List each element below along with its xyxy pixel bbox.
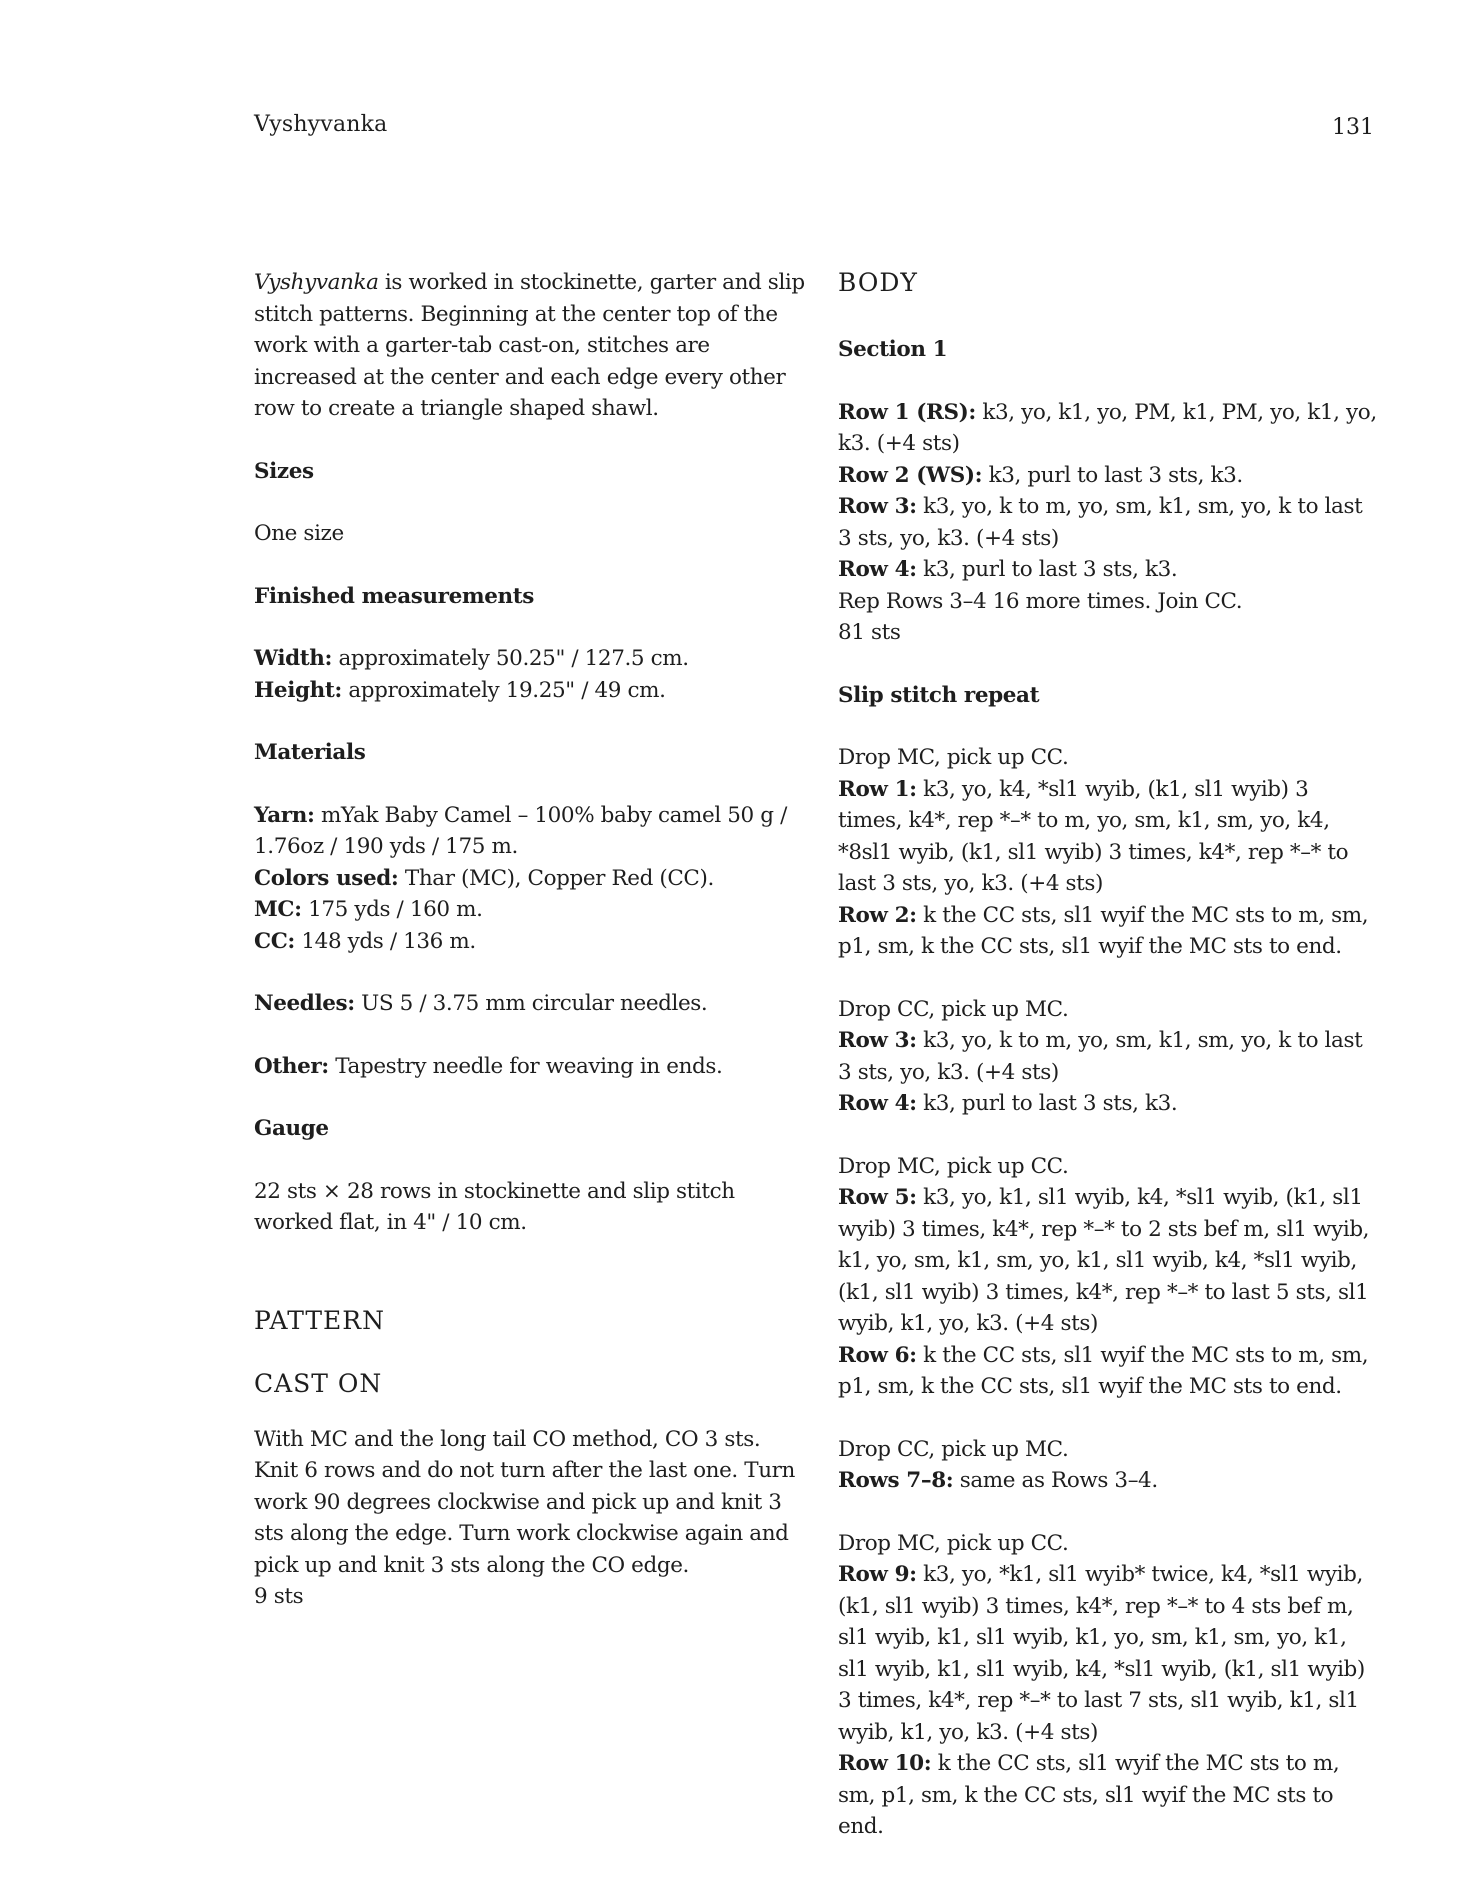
slip-stitch-heading: Slip stitch repeat: [838, 682, 1040, 708]
row-text: k the CC sts, sl1 wyif the MC sts to m, sm, p1, sm, k the CC sts, sl1 wyif the MC sts to end.: [838, 902, 1369, 959]
right-column: [838, 267, 1378, 1843]
row-label: Row 4:: [838, 1091, 917, 1116]
measurements-heading: Finished measurements: [254, 583, 534, 609]
slip-row: [838, 1559, 1378, 1748]
row-text: k3, yo, k4, *sl1 wyib, (k1, sl1 wyib) 3 times, k4*, rep *–* to m, yo, sm, k1, sm, yo, k4, *8sl1 wyib, (k1, sl1 wyib) 3 times, k4*, rep *–* to last 3 sts, yo, k3. (+4 sts): [838, 776, 1349, 896]
row-label: Row 10:: [838, 1751, 932, 1776]
needles-label: Needles:: [254, 991, 355, 1016]
yarn-text: mYak Baby Camel – 100% baby camel 50 g / 1.76oz / 190 yds / 175 m.: [254, 802, 787, 859]
height-line: [254, 675, 806, 707]
row-text: k3, purl to last 3 sts, k3.: [916, 557, 1178, 582]
left-column: [254, 267, 806, 1613]
slip-row: [838, 774, 1378, 900]
row-text: k3, yo, k1, yo, PM, k1, PM, yo, k1, yo, k3. (+4 sts): [838, 399, 1377, 456]
height-label: Height:: [254, 677, 342, 703]
intro-pattern-name: Vyshyvanka: [254, 270, 379, 295]
slip-row: [838, 1088, 1378, 1120]
intro-paragraph: [254, 267, 806, 425]
other-text: Tapestry needle for weaving in ends.: [328, 1053, 723, 1079]
width-text: approximately 50.25" / 127.5 cm.: [332, 646, 689, 671]
row-label: Row 9:: [838, 1562, 917, 1587]
color-change-note: Drop CC, pick up MC.: [838, 996, 1069, 1022]
other-label: Other:: [254, 1053, 329, 1079]
section1-row: [838, 554, 1378, 586]
row-label: Row 1 (RS):: [838, 399, 976, 425]
section1-row: [838, 491, 1378, 554]
row-text: k3, purl to last 3 sts, k3.: [916, 1091, 1178, 1116]
height-text: approximately 19.25" / 49 cm.: [341, 677, 666, 703]
slip-row: [838, 1340, 1378, 1403]
colors-line: [254, 863, 806, 895]
caston-count: 9 sts: [254, 1584, 304, 1609]
yarn-line: [254, 800, 806, 863]
row-text: k3, yo, k to m, yo, sm, k1, sm, yo, k to last 3 sts, yo, k3. (+4 sts): [838, 1028, 1363, 1085]
colors-label: Colors used:: [254, 865, 399, 891]
color-change-note: Drop CC, pick up MC.: [838, 1436, 1069, 1462]
row-label: Row 2 (WS):: [838, 462, 983, 488]
section1-repeat: Rep Rows 3–4 16 more times. Join CC.: [838, 588, 1243, 614]
needles-line: [254, 988, 806, 1020]
row-text: k3, purl to last 3 sts, k3.: [982, 462, 1243, 488]
materials-heading: Materials: [254, 740, 366, 765]
slip-row: [838, 900, 1378, 963]
gauge-heading: Gauge: [254, 1116, 329, 1141]
section1-heading: Section 1: [838, 337, 948, 362]
slip-row: [838, 1748, 1378, 1843]
caston-heading: CAST ON: [254, 1368, 383, 1398]
mc-text: 175 yds / 160 m.: [301, 897, 483, 922]
row-text: k3, yo, *k1, sl1 wyib* twice, k4, *sl1 wyib, (k1, sl1 wyib) 3 times, k4*, rep *–* to 4 sts bef m, sl1 wyib, k1, sl1 wyib, k1, yo, sm, k1, sm, yo, k1, sl1 wyib, k1, sl1 wyib, k4, *sl1 wyib, (k1, sl1 wyib) 3 times, k4*, rep *–* to last 7 sts, sl1 wyib, k1, sl1 wyib, k1, yo, k3. (+4 sts): [838, 1562, 1365, 1745]
row-label: Row 4:: [838, 557, 917, 582]
row-label: Row 3:: [838, 1028, 917, 1053]
caston-text: With MC and the long tail CO method, CO 3 sts. Knit 6 rows and do not turn after the last one. Turn work 90 degrees clockwise and pick up and knit 3 sts along the edge. Turn work clockwise again and pick up and knit 3 sts along the CO edge.: [254, 1426, 795, 1578]
slip-row: [838, 1465, 1378, 1497]
slip-row: [838, 1025, 1378, 1088]
row-label: Row 3:: [838, 494, 917, 519]
pattern-heading: PATTERN: [254, 1305, 385, 1335]
color-change-note: Drop MC, pick up CC.: [838, 1530, 1069, 1556]
section1-row: [838, 460, 1378, 492]
page-number: 131: [1332, 115, 1374, 140]
body-heading: BODY: [838, 268, 918, 297]
color-change-note: Drop MC, pick up CC.: [838, 745, 1069, 770]
row-label: Row 1:: [838, 776, 917, 802]
row-label: Row 2:: [838, 902, 917, 928]
other-line: [254, 1051, 806, 1083]
sizes-heading: Sizes: [254, 458, 314, 484]
section1-row: [838, 397, 1378, 460]
cc-text: 148 yds / 136 m.: [294, 928, 476, 954]
row-label: Row 5:: [838, 1185, 917, 1210]
mc-label: MC:: [254, 897, 302, 922]
row-text: same as Rows 3–4.: [953, 1468, 1158, 1493]
colors-text: Thar (MC), Copper Red (CC).: [398, 865, 714, 891]
running-head-title: Vyshyvanka: [254, 112, 388, 137]
row-label: Rows 7–8:: [838, 1468, 954, 1493]
intro-text: is worked in stockinette, garter and slip stitch patterns. Beginning at the center top of the work with a garter-tab cast-on, stitches are increased at the center and each edge every other row to create a triangle shaped shawl.: [254, 270, 805, 421]
row-text: k3, yo, k to m, yo, sm, k1, sm, yo, k to last 3 sts, yo, k3. (+4 sts): [838, 494, 1363, 551]
needles-text: US 5 / 3.75 mm circular needles.: [354, 991, 708, 1016]
row-text: k3, yo, k1, sl1 wyib, k4, *sl1 wyib, (k1, sl1 wyib) 3 times, k4*, rep *–* to 2 sts bef m, sl1 wyib, k1, yo, sm, k1, sm, yo, k1, sl1 wyib, k4, *sl1 wyib, (k1, sl1 wyib) 3 times, k4*, rep *–* to last 5 sts, sl1 wyib, k1, yo, k3. (+4 sts): [838, 1185, 1370, 1336]
sizes-text: One size: [254, 521, 344, 546]
row-label: Row 6:: [838, 1342, 917, 1368]
cc-line: [254, 926, 806, 958]
gauge-text: 22 sts × 28 rows in stockinette and slip stitch worked flat, in 4" / 10 cm.: [254, 1178, 735, 1235]
color-change-note: Drop MC, pick up CC.: [838, 1153, 1069, 1179]
width-label: Width:: [254, 646, 333, 671]
row-text: k the CC sts, sl1 wyif the MC sts to m, sm, p1, sm, k the CC sts, sl1 wyif the MC sts to end.: [838, 1342, 1369, 1399]
mc-line: [254, 894, 806, 926]
row-text: k the CC sts, sl1 wyif the MC sts to m, sm, p1, sm, k the CC sts, sl1 wyif the MC sts to end.: [838, 1751, 1340, 1839]
section1-count: 81 sts: [838, 620, 901, 645]
slip-row: [838, 1182, 1378, 1340]
yarn-label: Yarn:: [254, 802, 315, 828]
cc-label: CC:: [254, 928, 295, 954]
width-line: [254, 643, 806, 675]
